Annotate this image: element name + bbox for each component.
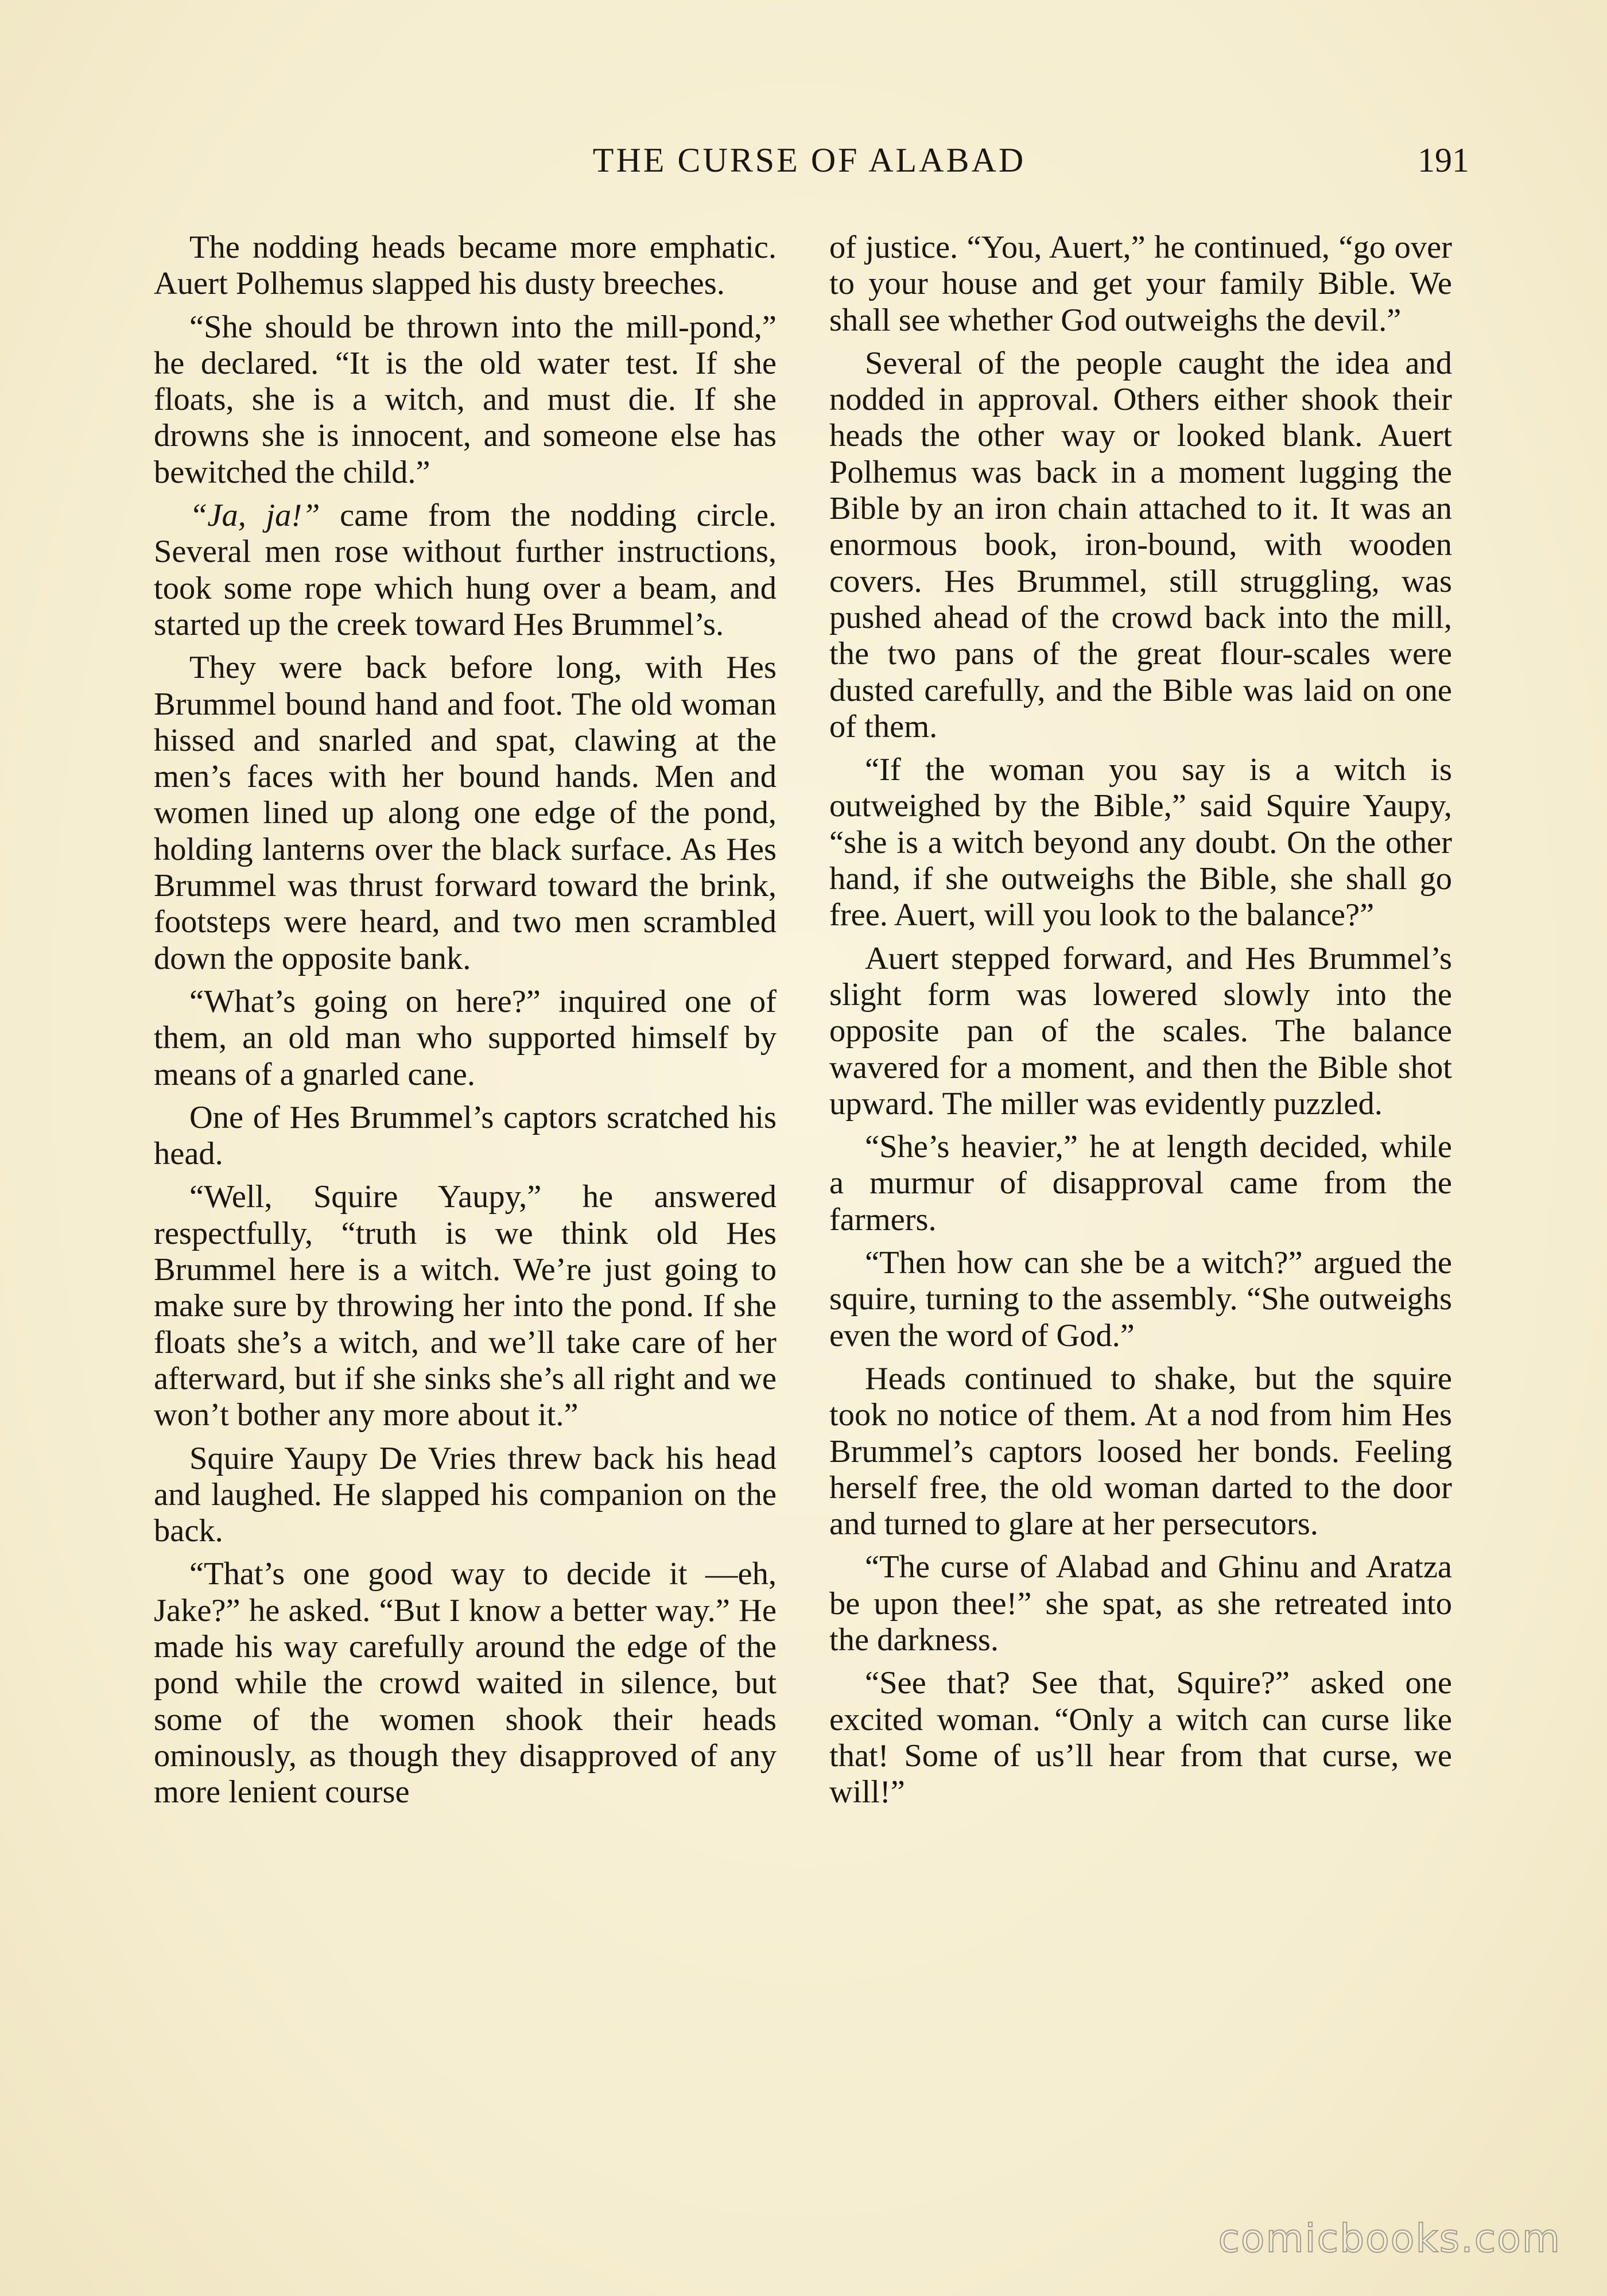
left-column: [154, 230, 777, 1817]
paragraph: Heads continued to shake, but the squire took no notice of them. At a nod from him Hes Brummel’s captors loosed her bonds. Feeling herself free, the old woman darted to the door and turned to glare at her persecutors.: [829, 1360, 1452, 1542]
paragraph: “That’s one good way to decide it —eh, Jake?” he asked. “But I know a better way.” He made his way carefully around the edge of the pond while the crowd waited in silence, but some of the women shook their heads ominously, as though they disapproved of any more lenient course: [154, 1556, 777, 1810]
paragraph: They were back before long, with Hes Brummel bound hand and foot. The old woman hissed and snarled and spat, clawing at the men’s faces with her bound hands. Men and women lined up along one edge of the pond, holding lanterns over the black surface. As Hes Brummel was thrust forward toward the brink, footsteps were heard, and two men scrambled down the opposite bank.: [154, 650, 777, 976]
paragraph: “The curse of Alabad and Ghinu and Aratza be upon thee!” she spat, as she retreated into the darkness.: [829, 1549, 1452, 1658]
chapter-title: THE CURSE OF ALABAD: [592, 141, 1026, 179]
paragraph: “She should be thrown into the mill-pond,” he declared. “It is the old water test. If she floats, she is a witch, and must die. If she drowns she is innocent, and someone else has bewitched the child.”: [154, 309, 777, 490]
paragraph: “What’s going on here?” inquired one of them, an old man who supported himself by means of a gnarled cane.: [154, 983, 777, 1092]
paragraph-continued: of justice. “You, Auert,” he continued, “go over to your house and get your family Bible. We shall see whether God outweighs the devil.”: [829, 230, 1452, 338]
paragraph: “See that? See that, Squire?” asked one excited woman. “Only a witch can curse like that! Some of us’ll hear from that curse, we will!”: [829, 1665, 1452, 1810]
running-head: [149, 141, 1469, 187]
paragraph: The nodding heads became more emphatic. Auert Polhemus slapped his dusty breeches.: [154, 230, 777, 302]
paragraph: “Well, Squire Yaupy,” he answered respectfully, “truth is we think old Hes Brummel here is a witch. We’re just going to make sure by throwing her into the pond. If she floats she’s a witch, and we’ll take care of her afterward, but if she sinks she’s all right and we won’t bother any more about it.”: [154, 1179, 777, 1433]
paragraph: One of Hes Brummel’s captors scratched his head.: [154, 1099, 777, 1172]
page-number: 191: [1418, 141, 1469, 179]
watermark: comicbooks.com: [1218, 2216, 1561, 2262]
ja-ja-exclamation: “Ja, ja!”: [189, 498, 320, 534]
paragraph: Several of the people caught the idea and nodded in approval. Others either shook their heads the other way or looked blank. Auert Polhemus was back in a moment lugging the Bible by an iron chain attached to it. It was an enormous book, iron-bound, with wooden covers. Hes Brummel, still struggling, was pushed ahead of the crowd back into the mill, the two pans of the great flour-scales were dusted carefully, and the Bible was laid on one of them.: [829, 345, 1452, 744]
paragraph: Auert stepped forward, and Hes Brummel’s slight form was lowered slowly into the opposite pan of the scales. The balance wavered for a moment, and then the Bible shot upward. The miller was evidently puzzled.: [829, 940, 1452, 1122]
paragraph: [154, 498, 777, 643]
paragraph: “If the woman you say is a witch is outweighed by the Bible,” said Squire Yaupy, “she is a witch beyond any doubt. On the other hand, if she outweighs the Bible, she shall go free. Auert, will you look to the balance?”: [829, 752, 1452, 933]
paragraph-text: came from the nodding circle. Several men rose without further instructions, took some rope which hung over a beam, and started up the creek toward Hes Brummel’s.: [154, 498, 777, 642]
right-column: [829, 230, 1452, 1817]
paragraph: “She’s heavier,” he at length decided, while a murmur of disapproval came from the farmers.: [829, 1129, 1452, 1238]
paragraph: Squire Yaupy De Vries threw back his head and laughed. He slapped his companion on the back.: [154, 1440, 777, 1549]
paragraph: “Then how can she be a witch?” argued the squire, turning to the assembly. “She outweighs even the word of God.”: [829, 1245, 1452, 1353]
